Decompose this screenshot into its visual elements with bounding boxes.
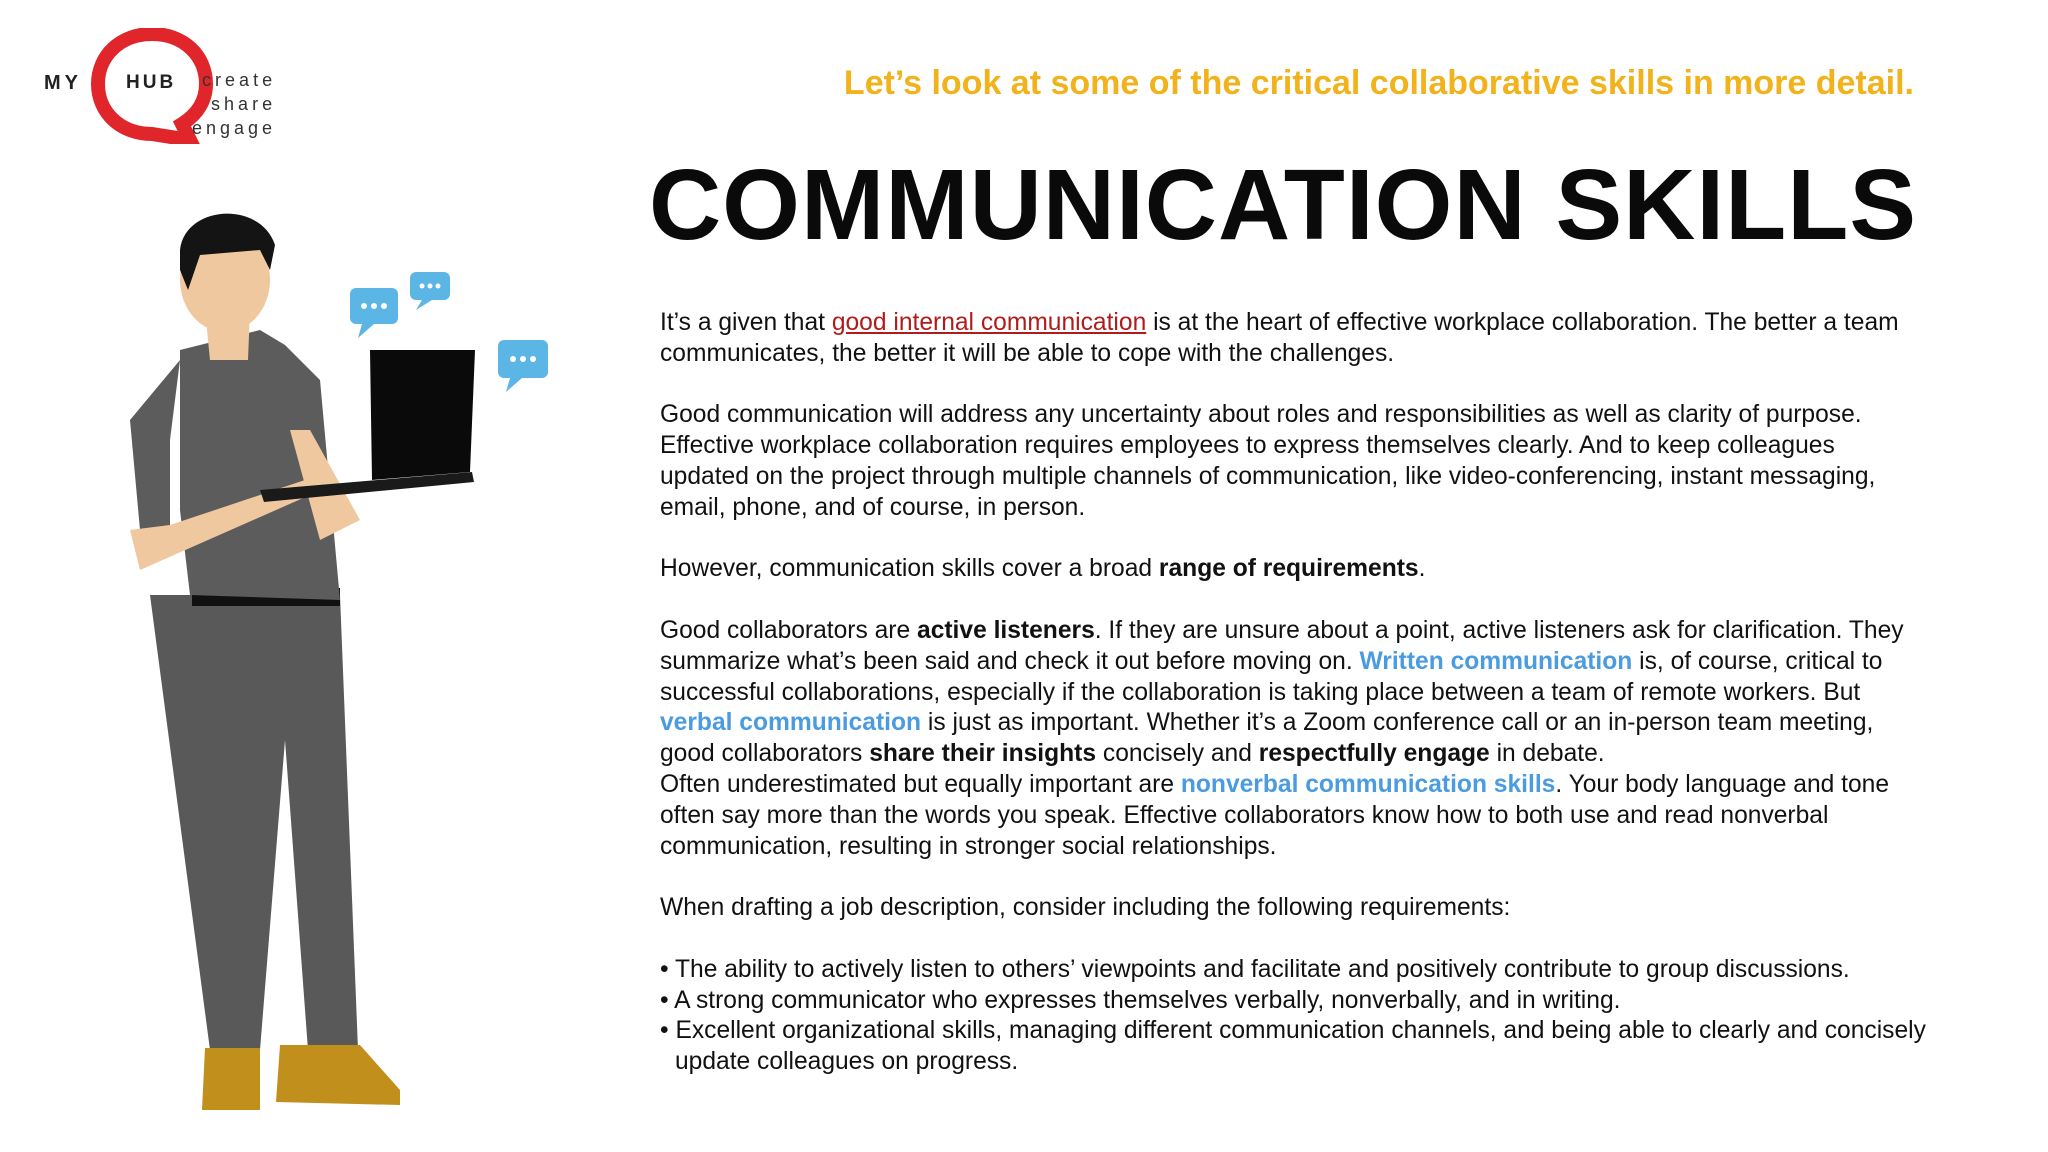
logo-word-create: create bbox=[202, 70, 277, 90]
myhub-logo bbox=[40, 28, 300, 148]
bold-text: share their insights bbox=[869, 740, 1097, 768]
written-communication-link[interactable]: Written communication bbox=[1359, 647, 1633, 675]
text: However, communication skills cover a broad bbox=[660, 555, 1159, 583]
good-internal-communication-link[interactable]: good internal communication bbox=[831, 309, 1147, 336]
text: . bbox=[1418, 555, 1426, 583]
logo-text-hub: HUB bbox=[126, 72, 177, 93]
requirements-list bbox=[660, 955, 1930, 1078]
text: is, of course, critical to successful collaborations, especially if the collaboration is taking place between a team of remote workers. But bbox=[660, 647, 1883, 706]
logo-word-share: share bbox=[211, 94, 277, 114]
text: is at the heart of effective workplace collaboration. The better a team communicates, the better it will be able to cope with the challenges. bbox=[660, 309, 1899, 367]
nonverbal-communication-link[interactable]: nonverbal communication skills bbox=[1180, 770, 1556, 798]
verbal-communication-link[interactable]: verbal communication bbox=[660, 709, 922, 737]
text: Good collaborators are bbox=[660, 616, 918, 644]
body-content bbox=[660, 308, 1930, 1078]
logo-text-my: MY bbox=[44, 72, 82, 94]
paragraph-intro bbox=[660, 308, 1930, 370]
logo-slogan bbox=[192, 68, 276, 140]
text: . If they are unsure about a point, active listeners ask for clarification. They summarize what’s been said and check it out before moving on. bbox=[660, 616, 1904, 675]
text: concisely and bbox=[1096, 740, 1259, 768]
tagline: Let’s look at some of the critical collaborative skills in more detail. bbox=[843, 64, 1914, 102]
page-title: COMMUNICATION SKILLS bbox=[648, 149, 1918, 261]
text: Often underestimated but equally important are bbox=[660, 770, 1181, 798]
logo-word-engage: engage bbox=[192, 118, 277, 138]
bold-text: respectfully engage bbox=[1258, 740, 1490, 768]
text: is just as important. Whether it’s a Zoom conference call or an in-person team meeting, good collaborators bbox=[660, 709, 1874, 768]
list-item: • Excellent organizational skills, managing different communication channels, and being able to clearly and concisely update colleagues on progress. bbox=[660, 1017, 1926, 1076]
paragraph-collaborators bbox=[660, 616, 1930, 862]
paragraph-job-description: When drafting a job description, consider including the following requirements: bbox=[660, 894, 1511, 922]
bold-text: range of requirements bbox=[1158, 555, 1419, 583]
text: It’s a given that bbox=[660, 309, 832, 336]
bold-text: active listeners bbox=[917, 616, 1095, 644]
man-with-laptop-illustration bbox=[110, 210, 570, 1130]
list-item: • A strong communicator who expresses themselves verbally, nonverbally, and in writing. bbox=[660, 986, 1621, 1014]
list-item: • The ability to actively listen to others’ viewpoints and facilitate and positively contribute to group discussions. bbox=[660, 955, 1850, 983]
text: in debate. bbox=[1489, 740, 1605, 768]
paragraph-good-communication: Good communication will address any uncertainty about roles and responsibilities as well as clarity of purpose. Effective workplace collaboration requires employees to express themselves clearly. And to keep colleagues updated on the project through multiple channels of communication, like video-conferencing, instant messaging, email, phone, and of course, in person. bbox=[660, 401, 1876, 521]
paragraph-requirements bbox=[660, 554, 1930, 585]
text: . Your body language and tone often say more than the words you speak. Effective collaborators know how to both use and read nonverbal communication, resulting in stronger social relationships. bbox=[660, 770, 1890, 860]
